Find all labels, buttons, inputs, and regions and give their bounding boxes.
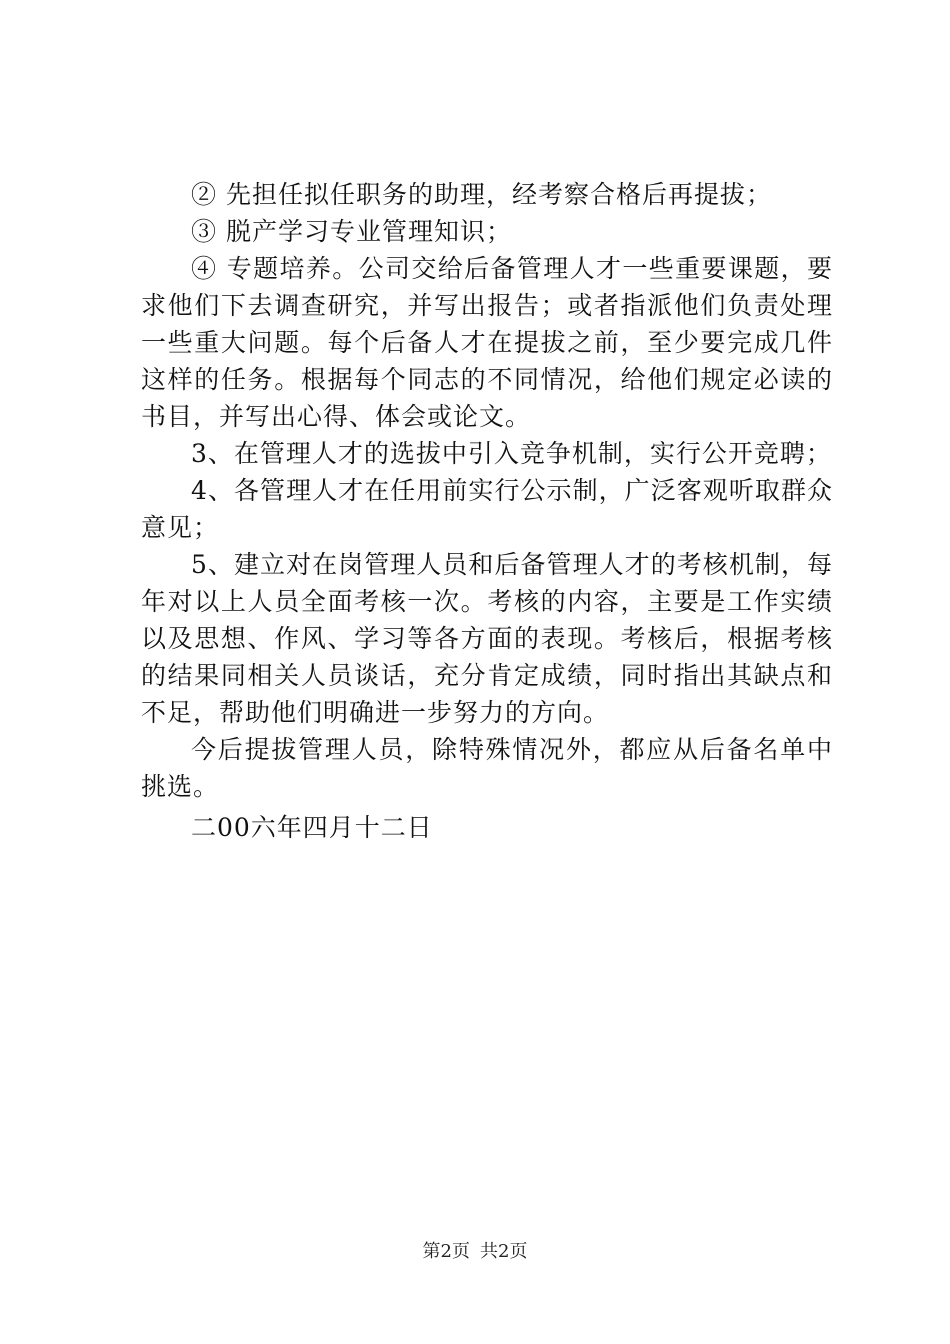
page-total: 共2页 (480, 1241, 528, 1262)
paragraph-future-promotion: 今后提拔管理人员，除特殊情况外，都应从后备名单中挑选。 (141, 735, 833, 801)
paragraph-item-4-special-training: ④ 专题培养。公司交给后备管理人才一些重要课题，要求他们下去调查研究，并写出报告；或者指派他们负责处理一些重大问题。每个后备人才在提拔之前，至少要完成几件这样的任务。根据每个同志的不同情况，给他们规定必读的书目，并写出心得、体会或论文。 (141, 254, 833, 431)
document-body (141, 176, 833, 846)
paragraph-item-2: ② 先担任拟任职务的助理，经考察合格后再提拔； (191, 180, 772, 209)
document-date: 二00六年四月十二日 (191, 813, 433, 842)
paragraph-assessment-mechanism: 5、建立对在岗管理人员和后备管理人才的考核机制，每年对以上人员全面考核一次。考核的内容，主要是工作实绩以及思想、作风、学习等各方面的表现。考核后，根据考核的结果同相关人员谈话，充分肯定成绩，同时指出其缺点和不足，帮助他们明确进一步努力的方向。 (141, 550, 833, 727)
paragraph-item-3: ③ 脱产学习专业管理知识； (191, 217, 512, 246)
page-footer (0, 1240, 950, 1264)
paragraph-public-notice: 4、各管理人才在任用前实行公示制，广泛客观听取群众意见； (141, 476, 833, 542)
paragraph-competition-mechanism: 3、在管理人才的选拔中引入竞争机制，实行公开竞聘； (191, 439, 832, 468)
page-number: 第2页 (422, 1241, 470, 1262)
